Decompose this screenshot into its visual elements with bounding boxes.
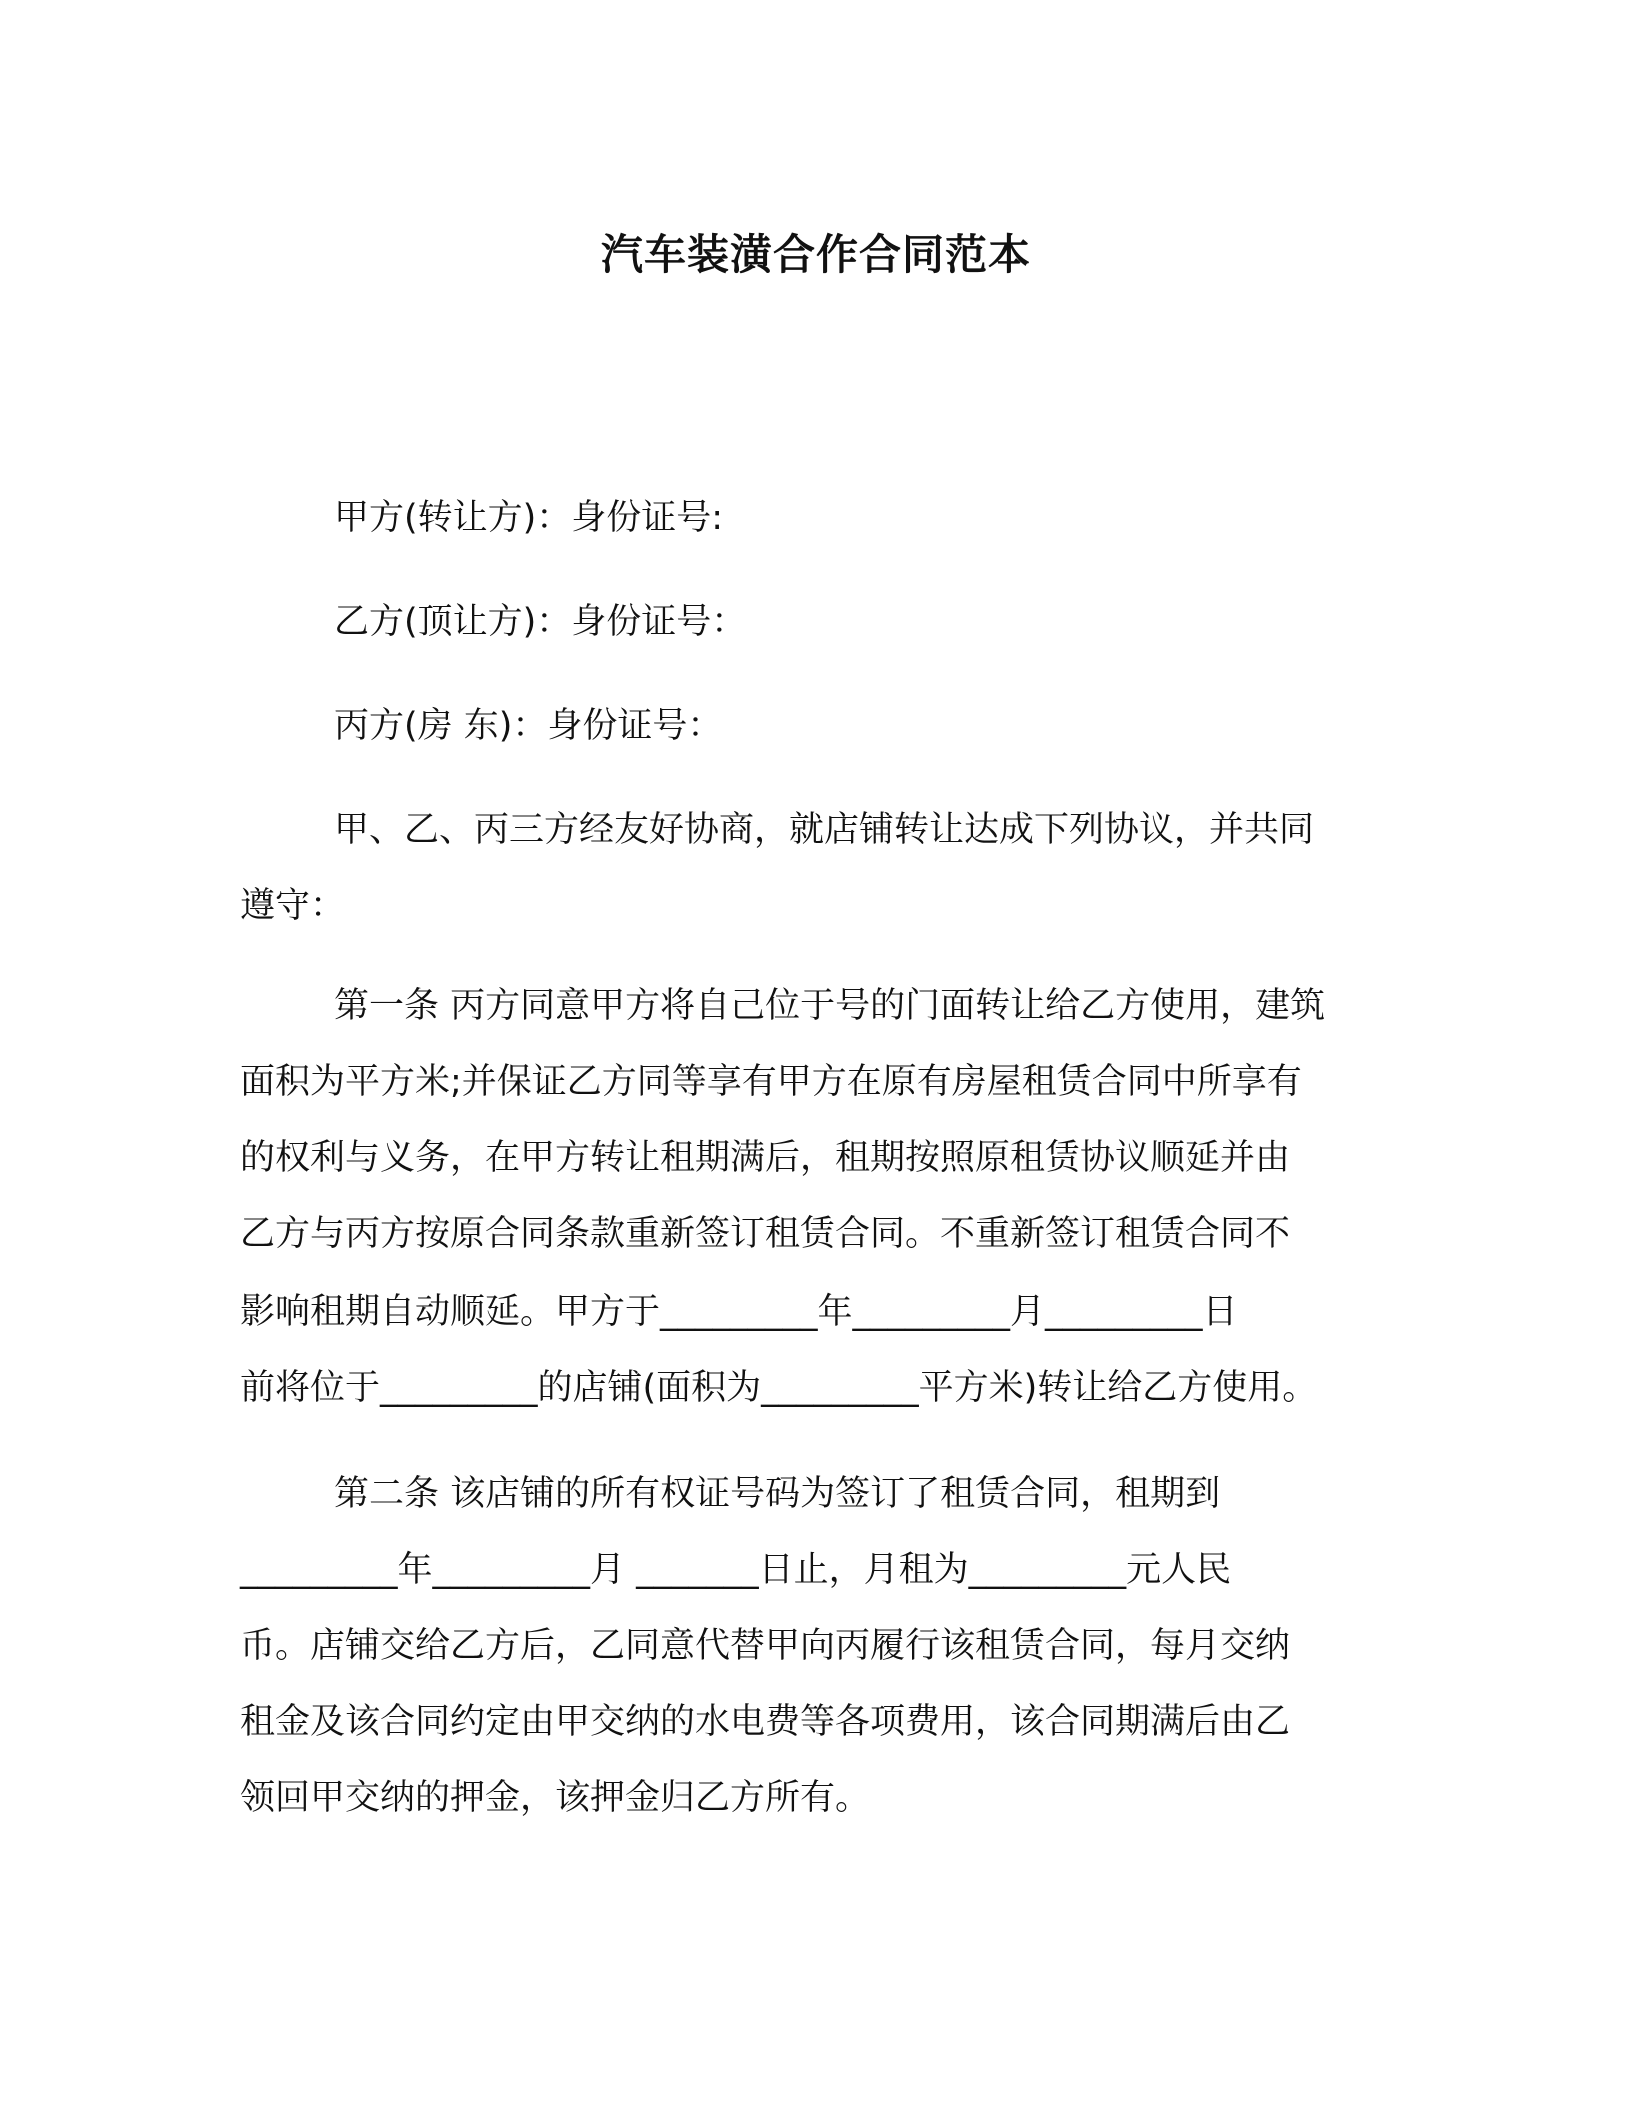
article1-line: 面积为平方米;并保证乙方同等享有甲方在原有房屋租赁合同中所享有 <box>240 1062 1302 1102</box>
article1-line: 影响租期自动顺延。甲方于_________年_________月_________日 <box>240 1292 1238 1332</box>
article1-line: 第一条 丙方同意甲方将自己位于号的门面转让给乙方使用，建筑 <box>334 986 1326 1026</box>
party-a-line: 甲方(转让方)：身份证号: <box>334 498 724 538</box>
article1-line: 的权利与义务，在甲方转让租期满后，租期按照原租赁协议顺延并由 <box>240 1138 1291 1178</box>
party-c-line: 丙方(房 东)：身份证号： <box>334 706 723 746</box>
article1-line: 乙方与丙方按原合同条款重新签订租赁合同。不重新签订租赁合同不 <box>240 1214 1291 1254</box>
intro-line: 遵守： <box>240 886 346 926</box>
article2-line: 第二条 该店铺的所有权证号码为签订了租赁合同，租期到 <box>334 1474 1221 1514</box>
article2-line: 领回甲交纳的押金，该押金归乙方所有。 <box>240 1778 871 1818</box>
article1-line: 前将位于_________的店铺(面积为_________平方米)转让给乙方使用。 <box>240 1368 1318 1408</box>
article2-line: 租金及该合同约定由甲交纳的水电费等各项费用，该合同期满后由乙 <box>240 1702 1291 1742</box>
party-b-line: 乙方(顶让方)：身份证号： <box>334 602 747 642</box>
intro-line: 甲、乙、丙三方经友好协商，就店铺转让达成下列协议，并共同 <box>334 810 1315 850</box>
article2-line: 币。店铺交给乙方后，乙同意代替甲向丙履行该租赁合同，每月交纳 <box>240 1626 1291 1666</box>
document-title: 汽车装潢合作合同范本 <box>600 230 1031 279</box>
article2-line: _________年_________月 _______日止，月租为_________元人民 <box>240 1550 1232 1590</box>
